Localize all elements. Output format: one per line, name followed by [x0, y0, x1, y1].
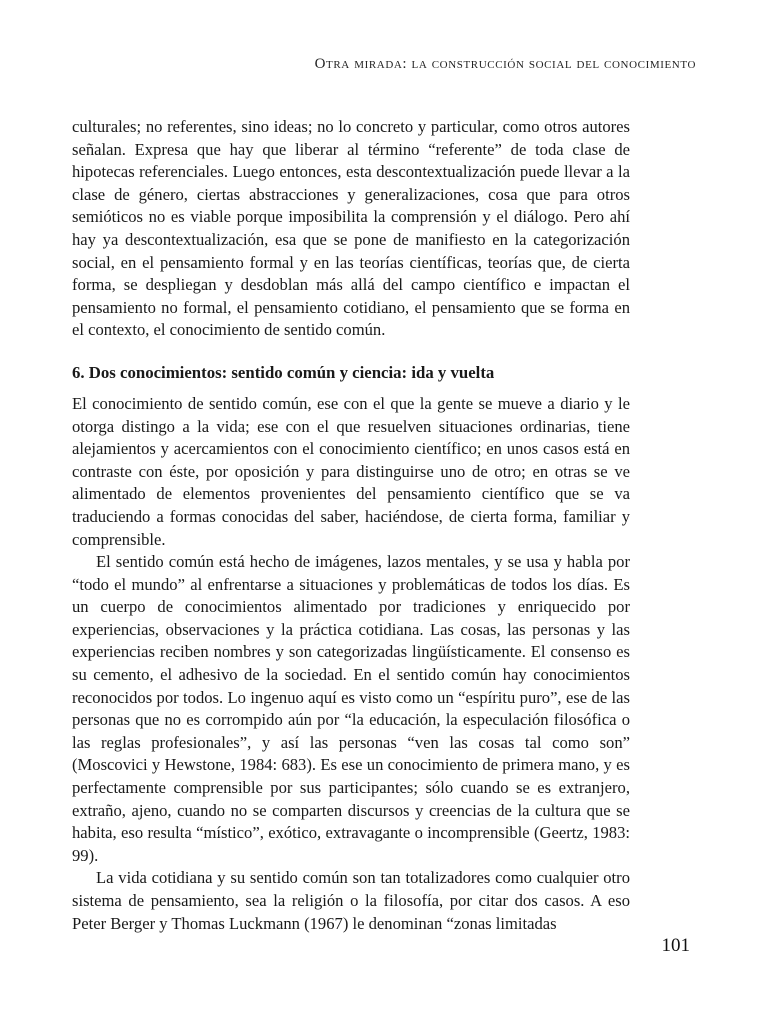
paragraph-continuation: culturales; no referentes, sino ideas; no lo concreto y particular, como otros autores señalan. Expresa que hay que liberar al término “referente” de toda clase de hipotecas referenciales. Luego entonces, esta descontextualización puede llevar a la clase de género, ciertas abstracciones y generalizaciones, cosa que para otros semióticos no es viable porque imposibilita la comprensión y el diálogo. Pero ahí hay ya descontextualización, esa que se pone de manifiesto en la categorización social, en el pensamiento formal y en las teorías científicas, teorías que, de cierta forma, se despliegan y desdoblan más allá del campo científico e impactan el pensamiento no formal, el pensamiento cotidiano, el pensamiento que se forma en el contexto, el conocimiento de sentido común. [72, 117, 630, 340]
section-paragraph-1: El conocimiento de sentido común, ese con el que la gente se mueve a diario y le otorga distingo a la vida; ese con el que resuelven situaciones ordinarias, tiene alejamientos y acercamientos con el conocimiento científico; en unos casos está en contraste con éste, por oposición y para distinguirse uno de otro; en otras se ve alimentado de elementos provenientes del pensamiento científico que se va traduciendo a formas conocidas del saber, haciéndose, de cierta forma, familiar y comprensible. [72, 393, 630, 549]
section-paragraph-3: La vida cotidiana y su sentido común son tan totalizadores como cualquier otro sistema de pensamiento, sea la religión o la filosofía, por citar dos casos. A eso Peter Berger y Thomas Luckmann (1967) le denominan “zonas limitadas [72, 868, 630, 933]
page-number: 101 [661, 935, 690, 956]
running-header: Otra mirada: la construcción social del conocimiento [314, 56, 696, 72]
page-body [72, 116, 630, 935]
section-paragraph-2: El sentido común está hecho de imágenes, lazos mentales, y se usa y habla por “todo el mundo” al enfrentarse a situaciones y problemáticas de todos los días. Es un cuerpo de conocimientos alimentado por tradiciones y enriquecido por experiencias, observaciones y la práctica cotidiana. Las cosas, las personas y las experiencias reciben nombres y son categorizadas lingüísticamente. El consenso es su cemento, el adhesivo de la sociedad. En el sentido común hay conocimientos reconocidos por todos. Lo ingenuo aquí es visto como un “espíritu puro”, ese de las personas que no es corrompido aún por “la educación, la especulación filosófica o las reglas profesionales”, y así las personas “ven las cosas tal como son” (Moscovici y Hewstone, 1984: 683). Es ese un conocimiento de primera mano, y es perfectamente comprensible por sus participantes; sólo cuando se es extranjero, extraño, ajeno, cuando no se comparten discursos y creencias de la cultura que se habita, eso resulta “místico”, exótico, extravagante o incomprensible (Geertz, 1983: 99). [72, 552, 630, 865]
section-heading: 6. Dos conocimientos: sentido común y ciencia: ida y vuelta [72, 362, 495, 382]
